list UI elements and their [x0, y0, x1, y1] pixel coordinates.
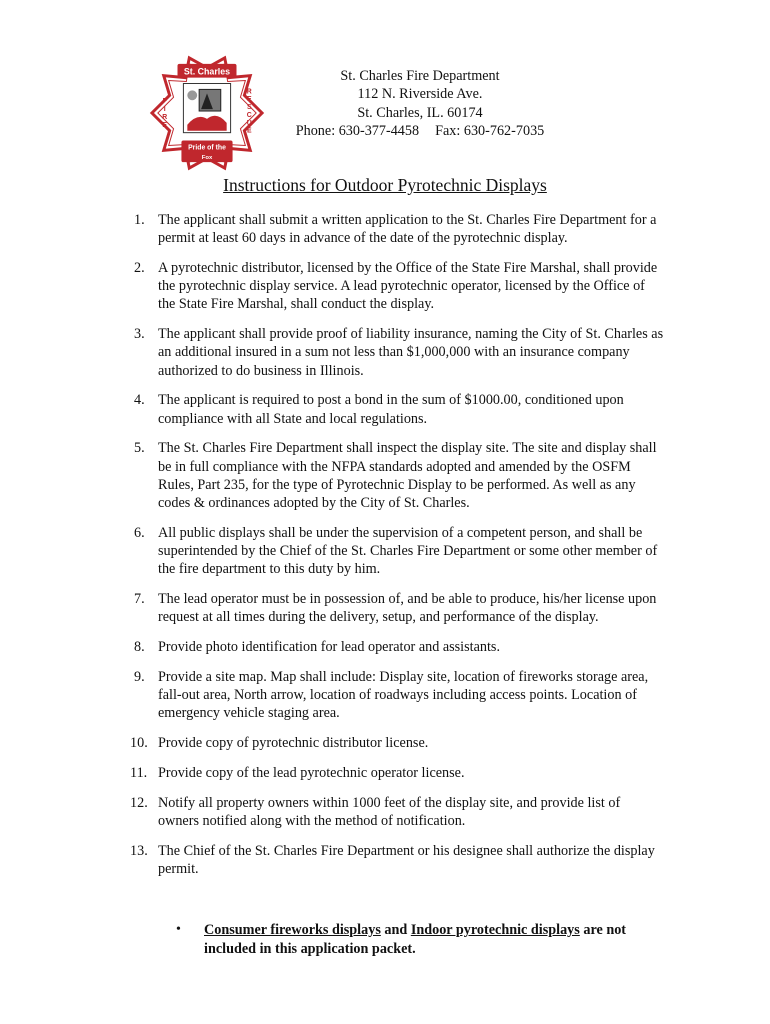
svg-text:E: E: [246, 96, 252, 104]
logo-bottom-text-2: Fox: [201, 155, 213, 162]
svg-text:S: S: [246, 104, 252, 112]
department-name: St. Charles Fire Department: [340, 68, 500, 84]
list-item: [134, 439, 664, 512]
item-text: The Chief of the St. Charles Fire Department or his designee shall authorize the display permit.: [158, 842, 655, 877]
svg-text:U: U: [246, 119, 252, 127]
item-number: 1.: [134, 212, 145, 228]
letterhead: [280, 67, 560, 140]
svg-text:E: E: [246, 127, 252, 135]
item-text: Provide photo identification for lead operator and assistants.: [158, 639, 500, 656]
page-title: Instructions for Outdoor Pyrotechnic Displays: [223, 175, 547, 195]
item-text: Provide a site map. Map shall include: Display site, location of fireworks storage area, fall-out area, North arrow, location of roadways including access points. Location of emergency vehicle staging area.: [158, 668, 649, 722]
item-number: 12.: [130, 794, 148, 811]
list-item: [134, 590, 664, 626]
item-number: 13.: [130, 842, 148, 859]
note-rest: are not included in this application packet.: [204, 922, 627, 957]
item-text: Notify all property owners within 1000 feet of the display site, and provide list of owners notified along with the method of notification.: [158, 794, 621, 829]
item-number: 8.: [134, 639, 145, 656]
item-text: The applicant shall submit a written application to the St. Charles Fire Department for a permit at least 60 days in advance of the date of the pyrotechnic display.: [158, 212, 657, 247]
city-state-zip: St. Charles, IL. 60174: [357, 104, 483, 121]
list-item: [134, 524, 664, 579]
item-number: 3.: [134, 326, 145, 343]
list-item: [130, 734, 664, 752]
instructions-list: [130, 211, 664, 890]
svg-text:F: F: [162, 98, 167, 106]
logo-top-text: St. Charles: [183, 66, 231, 77]
item-text: Provide copy of the lead pyrotechnic operator license.: [158, 764, 465, 781]
fire-department-logo: [148, 54, 266, 172]
svg-text:E: E: [162, 121, 168, 129]
phone-number: Phone: 630-377-4458: [295, 122, 420, 139]
note-indoor-pyrotechnic: Indoor pyrotechnic displays: [410, 922, 580, 938]
item-number: 7.: [134, 591, 145, 608]
item-text: Provide copy of pyrotechnic distributor license.: [158, 735, 429, 752]
item-number: 11.: [130, 764, 148, 781]
svg-text:R: R: [246, 88, 252, 96]
list-item: [134, 325, 664, 380]
item-text: All public displays shall be under the supervision of a competent person, and shall be superintended by the Chief of the St. Charles Fire Department or some other member of the fire department to this duty by him.: [158, 524, 658, 578]
item-text: The applicant is required to post a bond in the sum of $1000.00, conditioned upon compliance with all State and local regulations.: [158, 392, 624, 427]
note-consumer-fireworks: Consumer fireworks displays: [204, 922, 381, 938]
item-text: The St. Charles Fire Department shall inspect the display site. The site and display shall be in full compliance with the NFPA standards adopted and amended by the OSFM Rules, Part 235, for the type of Pyrotechnic Display to be performed. As well as any codes & ordinances adopted by the City of St. Charles.: [158, 440, 657, 512]
svg-text:C: C: [246, 111, 252, 119]
svg-text:I: I: [163, 106, 166, 114]
list-item: [134, 259, 664, 314]
list-item: [130, 842, 664, 878]
list-item: [130, 764, 664, 782]
item-number: 10.: [130, 735, 148, 752]
note-bullet: •: [176, 922, 181, 937]
fax-number: Fax: 630-762-7035: [435, 122, 545, 139]
note-and: and: [380, 922, 411, 938]
item-number: 4.: [134, 392, 145, 409]
item-number: 9.: [134, 668, 145, 685]
item-number: 5.: [134, 440, 145, 457]
logo-bottom-text: Pride of the: [188, 144, 226, 152]
list-item: [134, 668, 664, 723]
list-item: [134, 211, 664, 247]
list-item: [130, 794, 664, 830]
exclusion-note: [204, 921, 664, 958]
item-text: A pyrotechnic distributor, licensed by the Office of the State Fire Marshal, shall provide the pyrotechnic display service. A lead pyrotechnic operator, licensed by the Office of the State Fire Marshal, shall conduct the display.: [158, 260, 658, 313]
item-number: 6.: [134, 524, 145, 541]
item-text: The lead operator must be in possession of, and be able to produce, his/her license upon request at all times during the delivery, setup, and performance of the display.: [158, 591, 657, 626]
list-item: [134, 391, 664, 427]
street-address: 112 N. Riverside Ave.: [357, 86, 483, 103]
list-item: [134, 638, 664, 656]
item-number: 2.: [134, 260, 145, 276]
contact-line: [280, 122, 560, 140]
item-text: The applicant shall provide proof of liability insurance, naming the City of St. Charles as an additional insured in a sum not less than $1,000,000 with an insurance company authorized to do business in Illinois.: [158, 326, 664, 379]
svg-text:R: R: [162, 113, 168, 121]
